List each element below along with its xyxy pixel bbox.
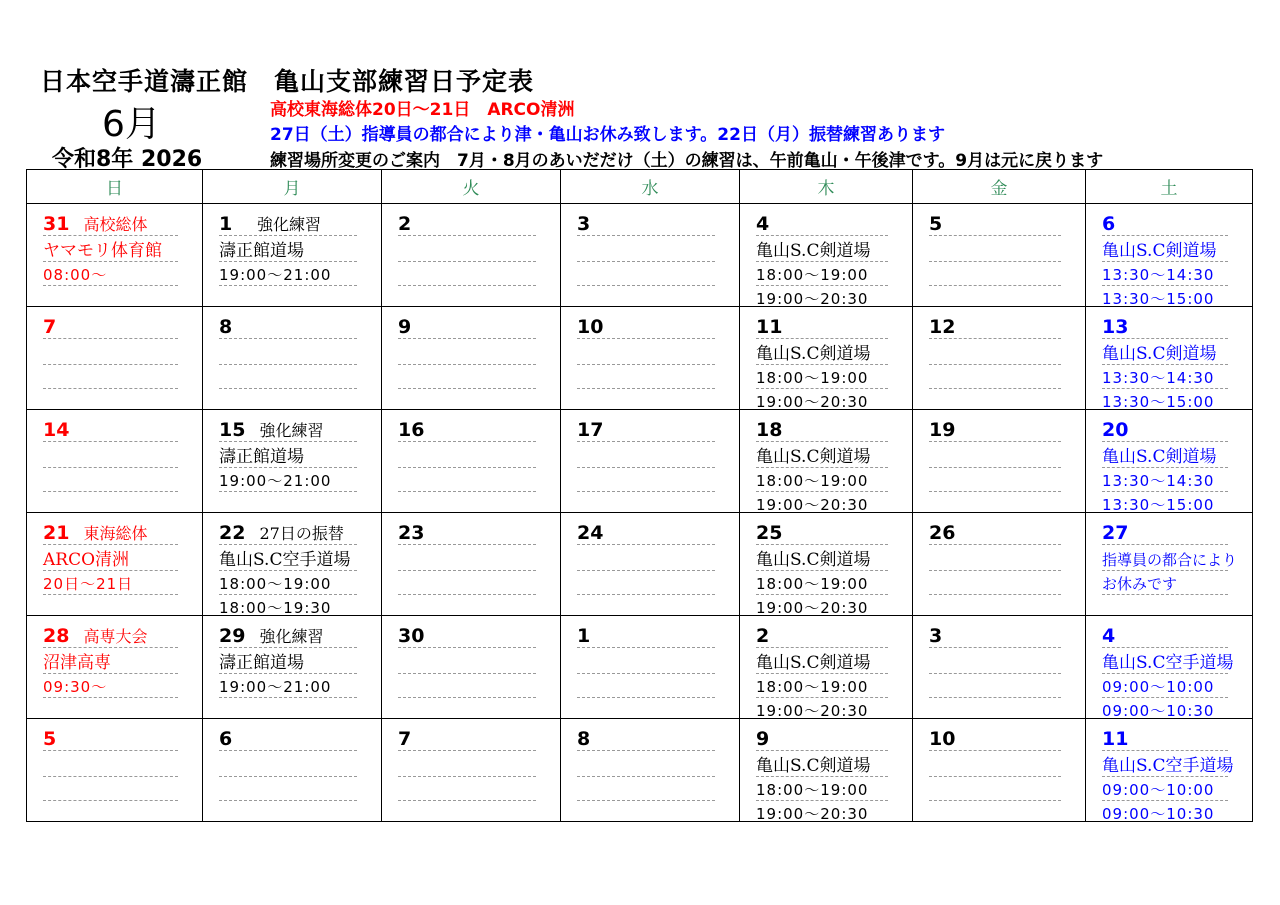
day-number: 26 (929, 522, 956, 544)
day-cell-content (382, 307, 560, 405)
day-cell (913, 410, 1086, 513)
year-label: 令和8年 2026 (52, 147, 203, 172)
time-text (577, 571, 739, 594)
day-number: 1 (577, 625, 591, 647)
time-text-2: 13:30～15:00 (1102, 496, 1215, 513)
page-title: 日本空手道濤正館 亀山支部練習日予定表 (40, 67, 535, 96)
time-text (43, 777, 202, 800)
time-text: 19:00～21:00 (219, 678, 332, 696)
day-number: 2 (398, 213, 412, 235)
day-cell-content (561, 410, 739, 508)
day-cell (27, 513, 203, 616)
day-cell (740, 616, 913, 719)
day-cell (1086, 719, 1253, 822)
day-cell (740, 307, 913, 410)
calendar-week-row (27, 513, 1253, 616)
day-number: 3 (929, 625, 943, 647)
day-number: 23 (398, 522, 425, 544)
day-cell-content (561, 204, 739, 302)
day-cell-content (913, 204, 1085, 302)
venue-text (398, 751, 560, 776)
venue-text: 指導員の都合により (1102, 551, 1238, 569)
time-text-2 (219, 286, 381, 307)
time-text (577, 777, 739, 800)
time-text-2 (43, 389, 202, 410)
day-number: 21 (43, 522, 70, 544)
day-number: 4 (1102, 625, 1116, 647)
time-text (43, 365, 202, 388)
weekday-header: 金 (913, 170, 1086, 204)
day-cell-content (740, 410, 912, 513)
time-text-2 (43, 492, 202, 513)
time-text-2 (43, 286, 202, 307)
venue-text: 亀山S.C剣道場 (756, 756, 871, 776)
time-text-2 (577, 801, 739, 822)
day-cell (203, 616, 382, 719)
day-cell-content (561, 307, 739, 405)
calendar-week-row (27, 410, 1253, 513)
time-text-2 (577, 698, 739, 719)
time-text-2 (577, 492, 739, 513)
day-cell (913, 513, 1086, 616)
venue-text (398, 442, 560, 467)
day-cell-content (27, 513, 202, 611)
day-cell (561, 204, 740, 307)
time-text (43, 468, 202, 491)
weekday-header: 火 (382, 170, 561, 204)
time-text-2: 18:00～19:30 (219, 599, 332, 616)
venue-text: 亀山S.C空手道場 (1102, 756, 1234, 776)
time-text: 19:00～21:00 (219, 266, 332, 284)
time-text: 13:30～14:30 (1102, 369, 1215, 387)
time-text: 13:30～14:30 (1102, 266, 1215, 284)
time-text: 08:00～ (43, 266, 108, 284)
day-number: 3 (577, 213, 591, 235)
calendar-week-row (27, 204, 1253, 307)
day-number: 1 (219, 213, 233, 235)
venue-text: 亀山S.C空手道場 (219, 550, 351, 570)
day-number: 8 (219, 316, 233, 338)
day-number: 31 (43, 213, 70, 235)
day-number: 2 (756, 625, 770, 647)
time-text: 18:00～19:00 (219, 575, 332, 593)
day-cell-content (382, 616, 560, 714)
day-number: 17 (577, 419, 604, 441)
day-cell-content (913, 410, 1085, 508)
day-note: 27日の振替 (259, 524, 344, 543)
venue-text (577, 339, 739, 364)
day-cell (740, 410, 913, 513)
day-cell-content (27, 719, 202, 817)
venue-text: 亀山S.C剣道場 (1102, 241, 1217, 261)
day-cell (1086, 307, 1253, 410)
day-cell-content (27, 410, 202, 508)
time-text: 18:00～19:00 (756, 678, 869, 696)
day-cell-content (1086, 410, 1252, 513)
day-cell (203, 719, 382, 822)
day-number: 10 (929, 728, 956, 750)
day-number: 7 (43, 316, 57, 338)
day-cell-content (203, 719, 381, 817)
day-note: 強化練習 (257, 215, 322, 234)
day-cell (740, 513, 913, 616)
day-number: 28 (43, 625, 70, 647)
day-cell (1086, 513, 1253, 616)
time-text: 09:00～10:00 (1102, 781, 1215, 799)
day-cell (561, 616, 740, 719)
day-cell (913, 616, 1086, 719)
day-cell-content (382, 513, 560, 611)
time-text (398, 674, 560, 697)
time-text: 18:00～19:00 (756, 369, 869, 387)
weekday-header-row (27, 170, 1253, 204)
time-text-2 (43, 801, 202, 822)
day-cell-content (27, 204, 202, 302)
time-text-2 (398, 286, 560, 307)
day-cell (561, 307, 740, 410)
time-text (577, 674, 739, 697)
day-number: 20 (1102, 419, 1129, 441)
time-text (398, 777, 560, 800)
time-text-2 (929, 698, 1085, 719)
day-cell-content (382, 204, 560, 302)
day-cell-content (203, 616, 381, 714)
day-number: 5 (43, 728, 57, 750)
venue-text (398, 236, 560, 261)
time-text-2 (398, 801, 560, 822)
time-text: 18:00～19:00 (756, 266, 869, 284)
day-number: 30 (398, 625, 425, 647)
time-text-2 (929, 389, 1085, 410)
day-cell (913, 204, 1086, 307)
time-text-2 (398, 492, 560, 513)
day-number: 10 (577, 316, 604, 338)
venue-text (43, 442, 202, 467)
venue-text (398, 648, 560, 673)
notice-venue-change: 練習場所変更のご案内 7月・8月のあいだだけ（土）の練習は、午前亀山・午後津です。9月は元に戻ります (270, 151, 1104, 171)
day-cell (1086, 204, 1253, 307)
calendar-week-row (27, 719, 1253, 822)
day-cell-content (740, 513, 912, 616)
day-number: 6 (219, 728, 233, 750)
day-cell (740, 204, 913, 307)
day-cell (740, 719, 913, 822)
time-text-2 (929, 286, 1085, 307)
day-cell (913, 307, 1086, 410)
day-cell-content (561, 616, 739, 714)
day-cell (382, 719, 561, 822)
time-text-2: 19:00～20:30 (756, 702, 869, 719)
day-cell (27, 307, 203, 410)
venue-text: 亀山S.C剣道場 (756, 447, 871, 467)
venue-text (577, 442, 739, 467)
day-number: 19 (929, 419, 956, 441)
day-cell-content (561, 719, 739, 817)
time-text: 18:00～19:00 (756, 472, 869, 490)
venue-text: 亀山S.C剣道場 (1102, 447, 1217, 467)
weekday-header: 水 (561, 170, 740, 204)
venue-text: ARCO清洲 (43, 550, 130, 570)
venue-text: 沼津高専 (43, 653, 111, 673)
venue-text (577, 545, 739, 570)
day-number: 18 (756, 419, 783, 441)
venue-text: 亀山S.C剣道場 (756, 241, 871, 261)
time-text (398, 262, 560, 285)
time-text (929, 571, 1085, 594)
day-number: 12 (929, 316, 956, 338)
weekday-header: 木 (740, 170, 913, 204)
venue-text (43, 339, 202, 364)
day-note: 強化練習 (259, 627, 324, 646)
day-note: 東海総体 (83, 524, 148, 543)
venue-text: 濤正館道場 (219, 653, 304, 673)
month-label: 6月 (102, 104, 161, 145)
time-text: 13:30～14:30 (1102, 472, 1215, 490)
time-text (577, 365, 739, 388)
day-number: 16 (398, 419, 425, 441)
day-cell-content (740, 719, 912, 822)
weekday-header: 月 (203, 170, 382, 204)
day-number: 7 (398, 728, 412, 750)
time-text-2: 09:00～10:30 (1102, 702, 1215, 719)
venue-text: 亀山S.C剣道場 (756, 344, 871, 364)
time-text-2 (398, 698, 560, 719)
venue-text (577, 648, 739, 673)
time-text-2 (577, 286, 739, 307)
day-cell (382, 204, 561, 307)
day-cell-content (740, 204, 912, 307)
time-text-2: 19:00～20:30 (756, 599, 869, 616)
notice-tournament: 高校東海総体20日～21日 ARCO清洲 (270, 100, 575, 120)
time-text (929, 365, 1085, 388)
day-cell (382, 616, 561, 719)
venue-text (929, 442, 1085, 467)
time-text-2 (577, 389, 739, 410)
day-cell-content (382, 719, 560, 817)
notice-holiday: 27日（土）指導員の都合により津・亀山お休み致します。22日（月）振替練習あります (270, 125, 945, 145)
time-text (398, 468, 560, 491)
time-text (577, 262, 739, 285)
venue-text (929, 545, 1085, 570)
time-text-2 (929, 595, 1085, 616)
day-cell (561, 719, 740, 822)
time-text-2 (219, 389, 381, 410)
time-text (398, 571, 560, 594)
day-number: 9 (398, 316, 412, 338)
venue-text (577, 236, 739, 261)
calendar-week-row (27, 616, 1253, 719)
time-text-2 (398, 389, 560, 410)
day-cell-content (1086, 719, 1252, 822)
time-text-2: 09:00～10:30 (1102, 805, 1215, 822)
day-note: 高校総体 (83, 215, 148, 234)
time-text-2 (398, 595, 560, 616)
day-cell (913, 719, 1086, 822)
day-number: 25 (756, 522, 783, 544)
day-cell (27, 204, 203, 307)
time-text (398, 365, 560, 388)
venue-text (398, 545, 560, 570)
time-text: 19:00～21:00 (219, 472, 332, 490)
day-cell-content (913, 513, 1085, 611)
day-number: 5 (929, 213, 943, 235)
time-text: 18:00～19:00 (756, 575, 869, 593)
day-cell-content (203, 513, 381, 616)
day-note: 強化練習 (259, 421, 324, 440)
time-text-2: 13:30～15:00 (1102, 290, 1215, 307)
day-number: 14 (43, 419, 70, 441)
day-cell-content (27, 307, 202, 405)
venue-text (929, 236, 1085, 261)
time-text: お休みです (1102, 575, 1178, 593)
day-number: 15 (219, 419, 246, 441)
day-number: 13 (1102, 316, 1129, 338)
venue-text: 亀山S.C剣道場 (756, 653, 871, 673)
time-text-2: 13:30～15:00 (1102, 393, 1215, 410)
time-text-2 (929, 801, 1085, 822)
time-text-2: 19:00～20:30 (756, 393, 869, 410)
venue-text (43, 751, 202, 776)
day-cell-content (561, 513, 739, 611)
day-cell (27, 410, 203, 513)
time-text-2 (219, 698, 381, 719)
time-text (929, 777, 1085, 800)
time-text (219, 777, 381, 800)
time-text: 20日～21日 (43, 575, 134, 593)
day-cell (27, 616, 203, 719)
day-cell (561, 410, 740, 513)
day-cell-content (913, 616, 1085, 714)
venue-text: 亀山S.C剣道場 (1102, 344, 1217, 364)
time-text-2 (219, 492, 381, 513)
day-cell-content (27, 616, 202, 714)
time-text: 09:00～10:00 (1102, 678, 1215, 696)
venue-text (398, 339, 560, 364)
venue-text: ヤマモリ体育館 (43, 241, 162, 261)
weekday-header: 土 (1086, 170, 1253, 204)
time-text-2 (577, 595, 739, 616)
day-cell-content (740, 307, 912, 410)
venue-text: 濤正館道場 (219, 241, 304, 261)
day-cell (203, 410, 382, 513)
time-text-2: 19:00～20:30 (756, 805, 869, 822)
venue-text: 亀山S.C空手道場 (1102, 653, 1234, 673)
venue-text (929, 648, 1085, 673)
day-cell (203, 204, 382, 307)
venue-text: 濤正館道場 (219, 447, 304, 467)
day-cell (203, 513, 382, 616)
day-cell-content (382, 410, 560, 508)
day-cell-content (1086, 204, 1252, 307)
day-cell (382, 307, 561, 410)
venue-text (929, 339, 1085, 364)
time-text-2 (219, 801, 381, 822)
day-cell-content (913, 719, 1085, 817)
time-text (577, 468, 739, 491)
day-cell-content (1086, 307, 1252, 410)
day-number: 9 (756, 728, 770, 750)
day-number: 24 (577, 522, 604, 544)
day-number: 29 (219, 625, 246, 647)
day-cell (382, 513, 561, 616)
day-number: 6 (1102, 213, 1116, 235)
day-cell (1086, 616, 1253, 719)
venue-text (577, 751, 739, 776)
time-text-2 (43, 698, 202, 719)
time-text (929, 674, 1085, 697)
day-number: 4 (756, 213, 770, 235)
day-cell-content (203, 307, 381, 405)
time-text (929, 468, 1085, 491)
day-number: 22 (219, 522, 246, 544)
time-text-2 (1102, 595, 1252, 616)
venue-text (219, 751, 381, 776)
day-cell-content (740, 616, 912, 719)
calendar-week-row (27, 307, 1253, 410)
venue-text: 亀山S.C剣道場 (756, 550, 871, 570)
weekday-header: 日 (27, 170, 203, 204)
day-cell-content (203, 204, 381, 302)
day-cell-content (1086, 616, 1252, 719)
venue-text (219, 339, 381, 364)
day-number: 11 (1102, 728, 1129, 750)
time-text-2: 19:00～20:30 (756, 290, 869, 307)
day-cell (27, 719, 203, 822)
time-text (929, 262, 1085, 285)
day-number: 11 (756, 316, 783, 338)
day-cell (203, 307, 382, 410)
day-note: 高専大会 (83, 627, 148, 646)
time-text-2 (43, 595, 202, 616)
venue-text (929, 751, 1085, 776)
day-cell (561, 513, 740, 616)
day-number: 27 (1102, 522, 1129, 544)
day-cell-content (1086, 513, 1252, 611)
day-cell (382, 410, 561, 513)
time-text: 09:30～ (43, 678, 108, 696)
calendar-table (26, 169, 1253, 822)
day-cell-content (913, 307, 1085, 405)
time-text-2: 19:00～20:30 (756, 496, 869, 513)
day-cell (1086, 410, 1253, 513)
time-text (219, 365, 381, 388)
time-text: 18:00～19:00 (756, 781, 869, 799)
day-cell-content (203, 410, 381, 508)
time-text-2 (929, 492, 1085, 513)
day-number: 8 (577, 728, 591, 750)
